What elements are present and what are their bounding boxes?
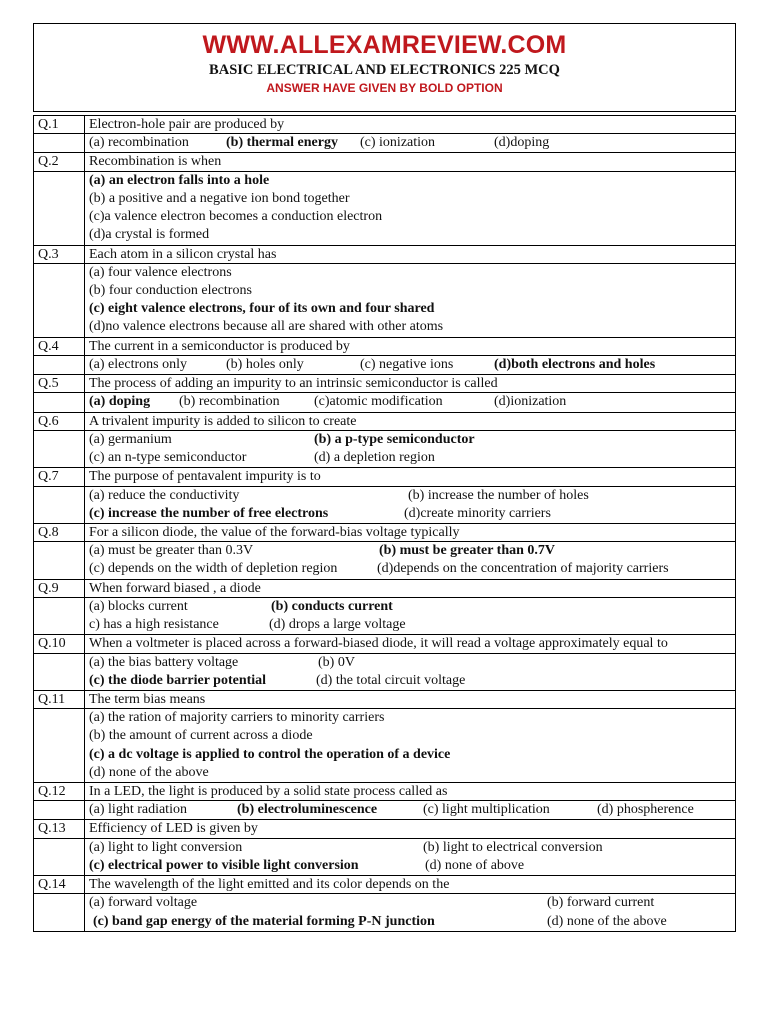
- question-row: [34, 523, 736, 541]
- option: (a) light to light conversion: [89, 839, 243, 855]
- option-line: [89, 431, 731, 449]
- answer-note: ANSWER HAVE GIVEN BY BOLD OPTION: [266, 81, 503, 95]
- question-text: Efficiency of LED is given by: [85, 820, 736, 838]
- option-line: [89, 913, 731, 931]
- question-row: [34, 635, 736, 653]
- option: (b) a positive and a negative ion bond together: [89, 190, 350, 206]
- options-number-cell: [34, 597, 85, 634]
- question-row: [34, 375, 736, 393]
- options-number-cell: [34, 801, 85, 820]
- option: (a) germanium: [89, 431, 172, 447]
- options-cell: [85, 653, 736, 690]
- option-line: [89, 318, 731, 336]
- options-row: [34, 486, 736, 523]
- options-row: [34, 134, 736, 153]
- options-row: [34, 263, 736, 337]
- question-row: [34, 245, 736, 263]
- option: (c) ionization: [360, 135, 436, 151]
- question-text: The current in a semiconductor is produced by: [85, 337, 736, 355]
- options-number-cell: [34, 393, 85, 412]
- option-line: [89, 764, 731, 782]
- options-cell: [85, 709, 736, 783]
- option: (b) 0V: [318, 654, 355, 670]
- options-row: [34, 355, 736, 374]
- question-text: Electron-hole pair are produced by: [85, 116, 736, 134]
- options-row: [34, 894, 736, 931]
- option-line: [89, 727, 731, 745]
- options-cell: [85, 597, 736, 634]
- option: (d) a depletion region: [314, 450, 435, 466]
- question-text: When a voltmeter is placed across a forward-biased diode, it will read a voltage approximately equal to: [85, 635, 736, 653]
- option: (d) drops a large voltage: [269, 617, 406, 633]
- options-row: [34, 597, 736, 634]
- question-row: [34, 468, 736, 486]
- question-number: Q.6: [34, 412, 85, 430]
- options-cell: [85, 263, 736, 337]
- options-number-cell: [34, 430, 85, 467]
- option-line: [89, 654, 731, 672]
- answer-option: (c) increase the number of free electrons: [89, 505, 329, 521]
- option-line: [89, 356, 731, 374]
- question-row: [34, 782, 736, 800]
- options-number-cell: [34, 709, 85, 783]
- question-number: Q.9: [34, 579, 85, 597]
- option: (c) negative ions: [360, 356, 454, 372]
- question-row: [34, 153, 736, 171]
- option-line: [89, 449, 731, 467]
- question-text: Recombination is when: [85, 153, 736, 171]
- options-number-cell: [34, 355, 85, 374]
- answer-option: (a) an electron falls into a hole: [89, 172, 270, 188]
- answer-option: (b) a p-type semiconductor: [314, 431, 475, 447]
- question-text: The process of adding an impurity to an intrinsic semiconductor is called: [85, 375, 736, 393]
- option-line: [89, 226, 731, 244]
- answer-option: (b) must be greater than 0.7V: [379, 543, 556, 559]
- options-number-cell: [34, 838, 85, 875]
- option-line: [89, 672, 731, 690]
- options-cell: [85, 542, 736, 579]
- options-row: [34, 430, 736, 467]
- option-line: [89, 487, 731, 505]
- option-line: [89, 560, 731, 578]
- option: (a) blocks current: [89, 598, 188, 614]
- answer-option: (b) conducts current: [271, 598, 393, 614]
- option-line: [89, 839, 731, 857]
- question-number: Q.7: [34, 468, 85, 486]
- option: (c)atomic modification: [314, 394, 443, 410]
- option: (c) light multiplication: [423, 802, 550, 818]
- option: (b) holes only: [226, 356, 304, 372]
- question-text: A trivalent impurity is added to silicon to create: [85, 412, 736, 430]
- option: (a) recombination: [89, 135, 189, 151]
- question-row: [34, 820, 736, 838]
- options-number-cell: [34, 894, 85, 931]
- option-line: [89, 505, 731, 523]
- question-number: Q.11: [34, 690, 85, 708]
- question-text: When forward biased , a diode: [85, 579, 736, 597]
- answer-option: (c) electrical power to visible light conversion: [89, 857, 359, 873]
- options-cell: [85, 430, 736, 467]
- options-number-cell: [34, 171, 85, 245]
- question-row: [34, 337, 736, 355]
- answer-option: (c) eight valence electrons, four of its own and four shared: [89, 301, 435, 317]
- options-cell: [85, 355, 736, 374]
- option: (b) light to electrical conversion: [423, 839, 603, 855]
- option: (b) forward current: [547, 895, 655, 911]
- option-line: [89, 134, 731, 152]
- options-row: [34, 542, 736, 579]
- question-number: Q.2: [34, 153, 85, 171]
- question-text: For a silicon diode, the value of the forward-bias voltage typically: [85, 523, 736, 541]
- option: (a) electrons only: [89, 356, 187, 372]
- option-line: [89, 598, 731, 616]
- options-number-cell: [34, 542, 85, 579]
- options-number-cell: [34, 263, 85, 337]
- question-number: Q.3: [34, 245, 85, 263]
- option-line: [89, 616, 731, 634]
- answer-option: (b) thermal energy: [226, 135, 338, 151]
- option: (d)doping: [494, 135, 550, 151]
- option: (d) none of the above: [547, 913, 667, 929]
- mcq-sheet: [33, 23, 736, 932]
- option: (a) four valence electrons: [89, 264, 232, 280]
- options-row: [34, 653, 736, 690]
- question-row: [34, 690, 736, 708]
- options-cell: [85, 134, 736, 153]
- option: (a) the bias battery voltage: [89, 654, 239, 670]
- option: (d)create minority carriers: [404, 505, 551, 521]
- option: (d)depends on the concentration of majority carriers: [377, 561, 669, 577]
- option: (c)a valence electron becomes a conduction electron: [89, 209, 383, 225]
- question-number: Q.5: [34, 375, 85, 393]
- option: (a) light radiation: [89, 802, 187, 818]
- option: (c) an n-type semiconductor: [89, 450, 247, 466]
- option-line: [89, 857, 731, 875]
- question-row: [34, 876, 736, 894]
- question-text: The purpose of pentavalent impurity is to: [85, 468, 736, 486]
- option-line: [89, 264, 731, 282]
- option-line: [89, 190, 731, 208]
- option: (b) recombination: [179, 394, 280, 410]
- answer-option: (a) doping: [89, 394, 151, 410]
- option: c) has a high resistance: [89, 617, 219, 633]
- options-row: [34, 171, 736, 245]
- options-row: [34, 801, 736, 820]
- site-title: WWW.ALLEXAMREVIEW.COM: [202, 31, 567, 59]
- answer-option: (d)both electrons and holes: [494, 356, 656, 372]
- option-line: [89, 542, 731, 560]
- document-subtitle: BASIC ELECTRICAL AND ELECTRONICS 225 MCQ: [209, 62, 560, 78]
- options-number-cell: [34, 486, 85, 523]
- options-cell: [85, 838, 736, 875]
- options-cell: [85, 801, 736, 820]
- question-number: Q.12: [34, 782, 85, 800]
- question-number: Q.8: [34, 523, 85, 541]
- option: (d) none of the above: [89, 764, 209, 780]
- option: (d) the total circuit voltage: [316, 672, 466, 688]
- question-text: Each atom in a silicon crystal has: [85, 245, 736, 263]
- options-number-cell: [34, 653, 85, 690]
- option-line: [89, 300, 731, 318]
- answer-option: (c) a dc voltage is applied to control the operation of a device: [89, 746, 451, 762]
- option: (d)no valence electrons because all are shared with other atoms: [89, 319, 444, 335]
- question-text: In a LED, the light is produced by a solid state process called as: [85, 782, 736, 800]
- option: (a) forward voltage: [89, 895, 198, 911]
- option-line: [89, 746, 731, 764]
- options-row: [34, 393, 736, 412]
- question-table: [33, 115, 736, 932]
- question-number: Q.14: [34, 876, 85, 894]
- option: (d) none of above: [425, 857, 525, 873]
- option-line: [89, 172, 731, 190]
- question-row: [34, 116, 736, 134]
- options-row: [34, 709, 736, 783]
- options-cell: [85, 486, 736, 523]
- question-row: [34, 412, 736, 430]
- options-cell: [85, 393, 736, 412]
- option-line: [89, 282, 731, 300]
- option-line: [89, 208, 731, 226]
- options-cell: [85, 171, 736, 245]
- option: (a) must be greater than 0.3V: [89, 543, 254, 559]
- question-number: Q.4: [34, 337, 85, 355]
- question-number: Q.10: [34, 635, 85, 653]
- option: (c) depends on the width of depletion region: [89, 561, 338, 577]
- option: (b) four conduction electrons: [89, 283, 252, 299]
- option: (b) increase the number of holes: [408, 487, 589, 503]
- option: (a) reduce the conductivity: [89, 487, 240, 503]
- option: (d)ionization: [494, 394, 567, 410]
- options-row: [34, 838, 736, 875]
- option: (a) the ration of majority carriers to minority carriers: [89, 710, 385, 726]
- option: (d) phospherence: [597, 802, 694, 818]
- answer-option: (c) band gap energy of the material forming P-N junction: [93, 913, 435, 929]
- option: (d)a crystal is formed: [89, 227, 210, 243]
- answer-option: (c) the diode barrier potential: [89, 672, 267, 688]
- option-line: [89, 894, 731, 912]
- question-table-body: [34, 116, 736, 932]
- question-text: The wavelength of the light emitted and its color depends on the: [85, 876, 736, 894]
- question-row: [34, 579, 736, 597]
- question-text: The term bias means: [85, 690, 736, 708]
- question-number: Q.13: [34, 820, 85, 838]
- option-line: [89, 709, 731, 727]
- answer-option: (b) electroluminescence: [237, 802, 378, 818]
- option: (b) the amount of current across a diode: [89, 728, 313, 744]
- question-number: Q.1: [34, 116, 85, 134]
- option-line: [89, 801, 731, 819]
- document-header: [33, 23, 736, 112]
- options-cell: [85, 894, 736, 931]
- options-number-cell: [34, 134, 85, 153]
- option-line: [89, 393, 731, 411]
